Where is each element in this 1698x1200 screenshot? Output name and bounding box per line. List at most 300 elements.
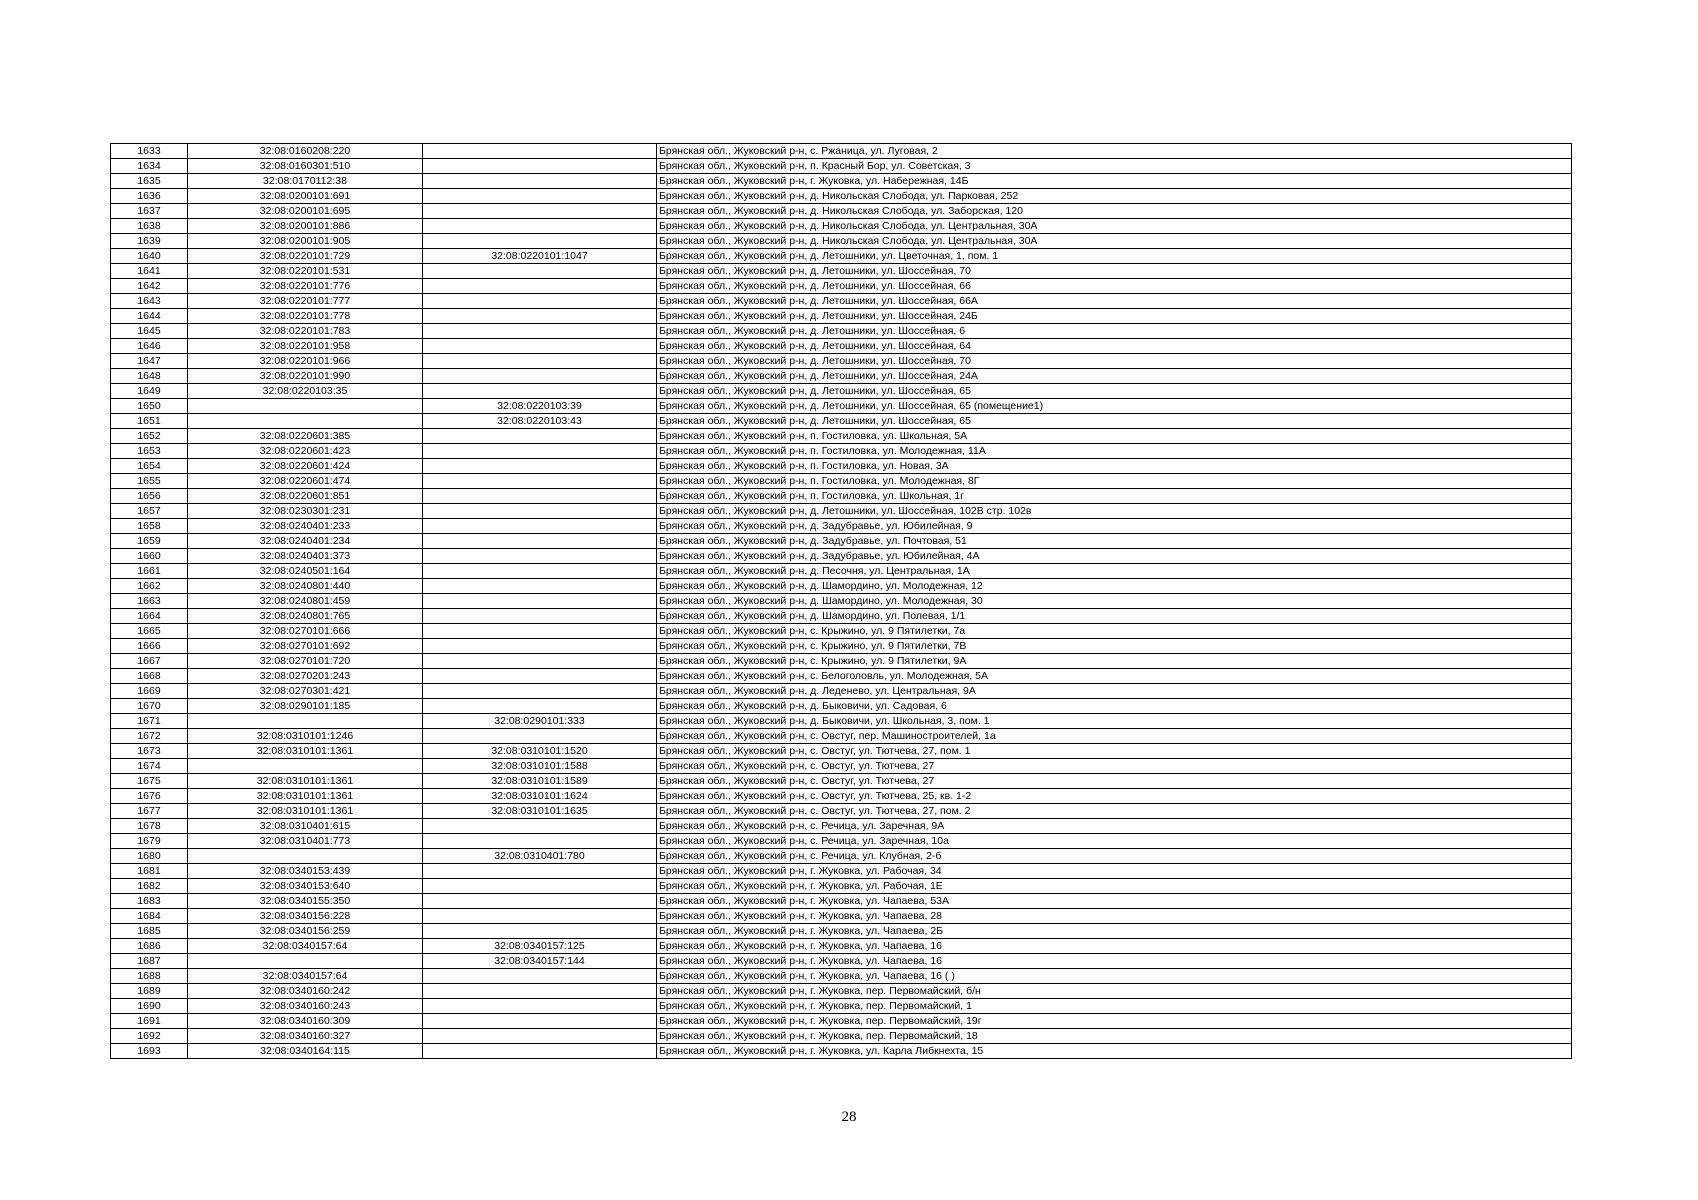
land-cadastral-number-cell: 32:08:0220601:424: [188, 459, 423, 474]
address-cell: Брянская обл., Жуковский р-н, д. Шамордино, ул. Молодежная, 30: [657, 594, 1572, 609]
row-number-cell: 1675: [111, 774, 188, 789]
land-cadastral-number-cell: 32:08:0270101:720: [188, 654, 423, 669]
building-cadastral-number-cell: [423, 219, 657, 234]
row-number-cell: 1647: [111, 354, 188, 369]
land-cadastral-number-cell: 32:08:0220601:423: [188, 444, 423, 459]
land-cadastral-number-cell: 32:08:0240801:765: [188, 609, 423, 624]
building-cadastral-number-cell: [423, 504, 657, 519]
land-cadastral-number-cell: 32:08:0340157:64: [188, 939, 423, 954]
table-row: [111, 369, 1572, 384]
land-cadastral-number-cell: 32:08:0310101:1361: [188, 744, 423, 759]
building-cadastral-number-cell: [423, 924, 657, 939]
building-cadastral-number-cell: 32:08:0310101:1624: [423, 789, 657, 804]
row-number-cell: 1644: [111, 309, 188, 324]
page-number: 28: [841, 1109, 857, 1125]
land-cadastral-number-cell: 32:08:0220601:385: [188, 429, 423, 444]
building-cadastral-number-cell: [423, 174, 657, 189]
building-cadastral-number-cell: [423, 339, 657, 354]
land-cadastral-number-cell: 32:08:0340153:640: [188, 879, 423, 894]
table-row: [111, 429, 1572, 444]
address-cell: Брянская обл., Жуковский р-н, г. Жуковка, ул. Рабочая, 34: [657, 864, 1572, 879]
row-number-cell: 1650: [111, 399, 188, 414]
row-number-cell: 1641: [111, 264, 188, 279]
building-cadastral-number-cell: [423, 594, 657, 609]
table-row: [111, 144, 1572, 159]
land-cadastral-number-cell: 32:08:0340156:228: [188, 909, 423, 924]
row-number-cell: 1661: [111, 564, 188, 579]
building-cadastral-number-cell: 32:08:0310401:780: [423, 849, 657, 864]
address-cell: Брянская обл., Жуковский р-н, г. Жуковка, ул. Чапаева, 16 ( ): [657, 969, 1572, 984]
building-cadastral-number-cell: [423, 879, 657, 894]
table-row: [111, 939, 1572, 954]
land-cadastral-number-cell: 32:08:0220101:966: [188, 354, 423, 369]
address-cell: Брянская обл., Жуковский р-н, д. Летошники, ул. Шоссейная, 24Б: [657, 309, 1572, 324]
land-cadastral-number-cell: 32:08:0240501:164: [188, 564, 423, 579]
building-cadastral-number-cell: [423, 204, 657, 219]
building-cadastral-number-cell: [423, 159, 657, 174]
address-cell: Брянская обл., Жуковский р-н, с. Овстуг, ул. Тютчева, 27, пом. 1: [657, 744, 1572, 759]
table-row: [111, 639, 1572, 654]
address-cell: Брянская обл., Жуковский р-н, д. Летошники, ул. Шоссейная, 66А: [657, 294, 1572, 309]
table-row: [111, 189, 1572, 204]
row-number-cell: 1646: [111, 339, 188, 354]
row-number-cell: 1689: [111, 984, 188, 999]
land-cadastral-number-cell: 32:08:0340164:115: [188, 1044, 423, 1059]
row-number-cell: 1664: [111, 609, 188, 624]
row-number-cell: 1670: [111, 699, 188, 714]
table-row: [111, 564, 1572, 579]
table-row: [111, 609, 1572, 624]
address-cell: Брянская обл., Жуковский р-н, с. Крыжино, ул. 9 Пятилетки, 7В: [657, 639, 1572, 654]
address-cell: Брянская обл., Жуковский р-н, п. Гостиловка, ул. Молодежная, 8Г: [657, 474, 1572, 489]
building-cadastral-number-cell: [423, 609, 657, 624]
building-cadastral-number-cell: [423, 1014, 657, 1029]
address-cell: Брянская обл., Жуковский р-н, с. Речица, ул. Клубная, 2-б: [657, 849, 1572, 864]
building-cadastral-number-cell: [423, 369, 657, 384]
address-cell: Брянская обл., Жуковский р-н, с. Белоголовль, ул. Молодежная, 5А: [657, 669, 1572, 684]
land-cadastral-number-cell: 32:08:0270101:692: [188, 639, 423, 654]
land-cadastral-number-cell: 32:08:0310101:1361: [188, 804, 423, 819]
address-cell: Брянская обл., Жуковский р-н, г. Жуковка, ул. Рабочая, 1Е: [657, 879, 1572, 894]
land-cadastral-number-cell: 32:08:0170112:38: [188, 174, 423, 189]
building-cadastral-number-cell: [423, 459, 657, 474]
land-cadastral-number-cell: 32:08:0340156:259: [188, 924, 423, 939]
row-number-cell: 1653: [111, 444, 188, 459]
table-row: [111, 459, 1572, 474]
row-number-cell: 1688: [111, 969, 188, 984]
address-cell: Брянская обл., Жуковский р-н, д. Летошники, ул. Шоссейная, 64: [657, 339, 1572, 354]
table-row: [111, 879, 1572, 894]
land-cadastral-number-cell: [188, 759, 423, 774]
building-cadastral-number-cell: [423, 279, 657, 294]
row-number-cell: 1685: [111, 924, 188, 939]
row-number-cell: 1680: [111, 849, 188, 864]
table-row: [111, 339, 1572, 354]
land-cadastral-number-cell: 32:08:0160301:510: [188, 159, 423, 174]
row-number-cell: 1634: [111, 159, 188, 174]
building-cadastral-number-cell: [423, 999, 657, 1014]
building-cadastral-number-cell: [423, 729, 657, 744]
table-row: [111, 354, 1572, 369]
building-cadastral-number-cell: [423, 909, 657, 924]
row-number-cell: 1682: [111, 879, 188, 894]
table-row: [111, 864, 1572, 879]
address-cell: Брянская обл., Жуковский р-н, с. Овстуг, ул. Тютчева, 27: [657, 759, 1572, 774]
table-row: [111, 219, 1572, 234]
building-cadastral-number-cell: 32:08:0220103:43: [423, 414, 657, 429]
address-cell: Брянская обл., Жуковский р-н, д. Никольская Слобода, ул. Центральная, 30А: [657, 234, 1572, 249]
land-cadastral-number-cell: 32:08:0290101:185: [188, 699, 423, 714]
row-number-cell: 1652: [111, 429, 188, 444]
land-cadastral-number-cell: [188, 414, 423, 429]
building-cadastral-number-cell: [423, 549, 657, 564]
row-number-cell: 1656: [111, 489, 188, 504]
address-cell: Брянская обл., Жуковский р-н, д. Шамордино, ул. Полевая, 1/1: [657, 609, 1572, 624]
address-cell: Брянская обл., Жуковский р-н, д. Шамордино, ул. Молодежная, 12: [657, 579, 1572, 594]
row-number-cell: 1645: [111, 324, 188, 339]
address-cell: Брянская обл., Жуковский р-н, г. Жуковка, ул. Чапаева, 28: [657, 909, 1572, 924]
row-number-cell: 1683: [111, 894, 188, 909]
land-cadastral-number-cell: 32:08:0200101:691: [188, 189, 423, 204]
table-row: [111, 174, 1572, 189]
land-cadastral-number-cell: 32:08:0200101:905: [188, 234, 423, 249]
address-cell: Брянская обл., Жуковский р-н, с. Речица, ул. Заречная, 9А: [657, 819, 1572, 834]
table-row: [111, 954, 1572, 969]
building-cadastral-number-cell: 32:08:0290101:333: [423, 714, 657, 729]
building-cadastral-number-cell: [423, 564, 657, 579]
land-cadastral-number-cell: 32:08:0240401:373: [188, 549, 423, 564]
land-cadastral-number-cell: 32:08:0160208:220: [188, 144, 423, 159]
table-row: [111, 834, 1572, 849]
table-row: [111, 729, 1572, 744]
row-number-cell: 1681: [111, 864, 188, 879]
address-cell: Брянская обл., Жуковский р-н, с. Овстуг, ул. Тютчева, 27: [657, 774, 1572, 789]
building-cadastral-number-cell: [423, 1029, 657, 1044]
address-cell: Брянская обл., Жуковский р-н, г. Жуковка, пер. Первомайский, б/н: [657, 984, 1572, 999]
building-cadastral-number-cell: [423, 1044, 657, 1059]
building-cadastral-number-cell: [423, 669, 657, 684]
building-cadastral-number-cell: [423, 189, 657, 204]
table-row: [111, 744, 1572, 759]
row-number-cell: 1649: [111, 384, 188, 399]
row-number-cell: 1684: [111, 909, 188, 924]
row-number-cell: 1635: [111, 174, 188, 189]
row-number-cell: 1636: [111, 189, 188, 204]
table-row: [111, 159, 1572, 174]
land-cadastral-number-cell: 32:08:0240401:233: [188, 519, 423, 534]
land-cadastral-number-cell: 32:08:0340157:64: [188, 969, 423, 984]
land-cadastral-number-cell: 32:08:0220101:777: [188, 294, 423, 309]
address-cell: Брянская обл., Жуковский р-н, д. Задубравье, ул. Юбилейная, 9: [657, 519, 1572, 534]
table-row: [111, 249, 1572, 264]
address-cell: Брянская обл., Жуковский р-н, д. Никольская Слобода, ул. Парковая, 252: [657, 189, 1572, 204]
row-number-cell: 1643: [111, 294, 188, 309]
table-row: [111, 699, 1572, 714]
land-cadastral-number-cell: 32:08:0220101:990: [188, 369, 423, 384]
land-cadastral-number-cell: 32:08:0340155:350: [188, 894, 423, 909]
land-cadastral-number-cell: [188, 954, 423, 969]
address-cell: Брянская обл., Жуковский р-н, д. Летошники, ул. Шоссейная, 66: [657, 279, 1572, 294]
land-cadastral-number-cell: 32:08:0240401:234: [188, 534, 423, 549]
row-number-cell: 1655: [111, 474, 188, 489]
records-table: [110, 143, 1572, 1059]
address-cell: Брянская обл., Жуковский р-н, г. Жуковка, пер. Первомайский, 1: [657, 999, 1572, 1014]
address-cell: Брянская обл., Жуковский р-н, г. Жуковка, ул. Чапаева, 2Б: [657, 924, 1572, 939]
land-cadastral-number-cell: 32:08:0340153:439: [188, 864, 423, 879]
land-cadastral-number-cell: 32:08:0310101:1361: [188, 774, 423, 789]
table-row: [111, 624, 1572, 639]
building-cadastral-number-cell: [423, 654, 657, 669]
table-row: [111, 819, 1572, 834]
table-row: [111, 804, 1572, 819]
land-cadastral-number-cell: 32:08:0270201:243: [188, 669, 423, 684]
row-number-cell: 1676: [111, 789, 188, 804]
building-cadastral-number-cell: [423, 864, 657, 879]
building-cadastral-number-cell: [423, 489, 657, 504]
row-number-cell: 1666: [111, 639, 188, 654]
table-row: [111, 384, 1572, 399]
address-cell: Брянская обл., Жуковский р-н, д. Никольская Слобода, ул. Центральная, 30А: [657, 219, 1572, 234]
building-cadastral-number-cell: 32:08:0310101:1588: [423, 759, 657, 774]
land-cadastral-number-cell: 32:08:0240801:459: [188, 594, 423, 609]
building-cadastral-number-cell: [423, 324, 657, 339]
table-row: [111, 414, 1572, 429]
table-row: [111, 489, 1572, 504]
land-cadastral-number-cell: 32:08:0220601:474: [188, 474, 423, 489]
row-number-cell: 1638: [111, 219, 188, 234]
table-row: [111, 279, 1572, 294]
table-row: [111, 264, 1572, 279]
address-cell: Брянская обл., Жуковский р-н, д. Летошники, ул. Шоссейная, 24А: [657, 369, 1572, 384]
table-row: [111, 669, 1572, 684]
address-cell: Брянская обл., Жуковский р-н, с. Речица, ул. Заречная, 10а: [657, 834, 1572, 849]
land-cadastral-number-cell: 32:08:0310101:1361: [188, 789, 423, 804]
building-cadastral-number-cell: [423, 234, 657, 249]
address-cell: Брянская обл., Жуковский р-н, п. Гостиловка, ул. Новая, 3А: [657, 459, 1572, 474]
table-row: [111, 294, 1572, 309]
land-cadastral-number-cell: 32:08:0340160:327: [188, 1029, 423, 1044]
land-cadastral-number-cell: 32:08:0230301:231: [188, 504, 423, 519]
row-number-cell: 1667: [111, 654, 188, 669]
table-row: [111, 579, 1572, 594]
address-cell: Брянская обл., Жуковский р-н, п. Гостиловка, ул. Школьная, 5А: [657, 429, 1572, 444]
table-row: [111, 204, 1572, 219]
table-row: [111, 234, 1572, 249]
table-row: [111, 999, 1572, 1014]
table-row: [111, 909, 1572, 924]
table-row: [111, 654, 1572, 669]
table-row: [111, 984, 1572, 999]
table-row: [111, 534, 1572, 549]
table-row: [111, 519, 1572, 534]
row-number-cell: 1679: [111, 834, 188, 849]
land-cadastral-number-cell: 32:08:0220101:776: [188, 279, 423, 294]
land-cadastral-number-cell: 32:08:0270301:421: [188, 684, 423, 699]
address-cell: Брянская обл., Жуковский р-н, г. Жуковка, ул. Чапаева, 53А: [657, 894, 1572, 909]
address-cell: Брянская обл., Жуковский р-н, г. Жуковка, пер. Первомайский, 19г: [657, 1014, 1572, 1029]
table-row: [111, 684, 1572, 699]
building-cadastral-number-cell: [423, 294, 657, 309]
land-cadastral-number-cell: 32:08:0200101:695: [188, 204, 423, 219]
building-cadastral-number-cell: 32:08:0310101:1589: [423, 774, 657, 789]
table-row: [111, 1014, 1572, 1029]
address-cell: Брянская обл., Жуковский р-н, д. Быковичи, ул. Школьная, 3, пом. 1: [657, 714, 1572, 729]
building-cadastral-number-cell: [423, 699, 657, 714]
building-cadastral-number-cell: [423, 444, 657, 459]
row-number-cell: 1663: [111, 594, 188, 609]
land-cadastral-number-cell: 32:08:0340160:309: [188, 1014, 423, 1029]
address-cell: Брянская обл., Жуковский р-н, с. Ржаница, ул. Луговая, 2: [657, 144, 1572, 159]
table-row: [111, 444, 1572, 459]
row-number-cell: 1633: [111, 144, 188, 159]
address-cell: Брянская обл., Жуковский р-н, д. Никольская Слобода, ул. Заборская, 120: [657, 204, 1572, 219]
row-number-cell: 1690: [111, 999, 188, 1014]
land-cadastral-number-cell: [188, 849, 423, 864]
row-number-cell: 1639: [111, 234, 188, 249]
building-cadastral-number-cell: [423, 384, 657, 399]
address-cell: Брянская обл., Жуковский р-н, д. Летошники, ул. Шоссейная, 70: [657, 264, 1572, 279]
address-cell: Брянская обл., Жуковский р-н, г. Жуковка, пер. Первомайский, 18: [657, 1029, 1572, 1044]
land-cadastral-number-cell: 32:08:0310401:615: [188, 819, 423, 834]
land-cadastral-number-cell: 32:08:0310401:773: [188, 834, 423, 849]
address-cell: Брянская обл., Жуковский р-н, г. Жуковка, ул. Чапаева, 16: [657, 954, 1572, 969]
building-cadastral-number-cell: [423, 429, 657, 444]
building-cadastral-number-cell: [423, 579, 657, 594]
table-row: [111, 474, 1572, 489]
land-cadastral-number-cell: 32:08:0220101:958: [188, 339, 423, 354]
address-cell: Брянская обл., Жуковский р-н, г. Жуковка, ул. Чапаева, 16: [657, 939, 1572, 954]
row-number-cell: 1674: [111, 759, 188, 774]
building-cadastral-number-cell: [423, 894, 657, 909]
building-cadastral-number-cell: [423, 984, 657, 999]
row-number-cell: 1665: [111, 624, 188, 639]
building-cadastral-number-cell: 32:08:0220103:39: [423, 399, 657, 414]
table-row: [111, 789, 1572, 804]
building-cadastral-number-cell: [423, 969, 657, 984]
row-number-cell: 1671: [111, 714, 188, 729]
address-cell: Брянская обл., Жуковский р-н, д. Летошники, ул. Шоссейная, 65 (помещение1): [657, 399, 1572, 414]
row-number-cell: 1678: [111, 819, 188, 834]
address-cell: Брянская обл., Жуковский р-н, д. Леденево, ул. Центральная, 9А: [657, 684, 1572, 699]
row-number-cell: 1673: [111, 744, 188, 759]
building-cadastral-number-cell: [423, 264, 657, 279]
building-cadastral-number-cell: 32:08:0220101:1047: [423, 249, 657, 264]
land-cadastral-number-cell: 32:08:0220101:729: [188, 249, 423, 264]
land-cadastral-number-cell: 32:08:0340160:243: [188, 999, 423, 1014]
land-cadastral-number-cell: 32:08:0220101:778: [188, 309, 423, 324]
row-number-cell: 1693: [111, 1044, 188, 1059]
address-cell: Брянская обл., Жуковский р-н, с. Овстуг, ул. Тютчева, 27, пом. 2: [657, 804, 1572, 819]
row-number-cell: 1669: [111, 684, 188, 699]
table-row: [111, 399, 1572, 414]
table-row: [111, 309, 1572, 324]
table-row: [111, 894, 1572, 909]
table-row: [111, 969, 1572, 984]
land-cadastral-number-cell: [188, 714, 423, 729]
row-number-cell: 1662: [111, 579, 188, 594]
land-cadastral-number-cell: 32:08:0220103:35: [188, 384, 423, 399]
address-cell: Брянская обл., Жуковский р-н, п. Гостиловка, ул. Молодежная, 11А: [657, 444, 1572, 459]
address-cell: Брянская обл., Жуковский р-н, д. Летошники, ул. Цветочная, 1, пом. 1: [657, 249, 1572, 264]
building-cadastral-number-cell: 32:08:0340157:125: [423, 939, 657, 954]
row-number-cell: 1640: [111, 249, 188, 264]
address-cell: Брянская обл., Жуковский р-н, с. Крыжино, ул. 9 Пятилетки, 9А: [657, 654, 1572, 669]
land-cadastral-number-cell: 32:08:0270101:666: [188, 624, 423, 639]
address-cell: Брянская обл., Жуковский р-н, д. Задубравье, ул. Юбилейная, 4А: [657, 549, 1572, 564]
land-cadastral-number-cell: [188, 399, 423, 414]
table-row: [111, 549, 1572, 564]
table-row: [111, 594, 1572, 609]
address-cell: Брянская обл., Жуковский р-н, п. Красный Бор, ул. Советская, 3: [657, 159, 1572, 174]
land-cadastral-number-cell: 32:08:0310101:1246: [188, 729, 423, 744]
address-cell: Брянская обл., Жуковский р-н, д. Летошники, ул. Шоссейная, 102В стр. 102в: [657, 504, 1572, 519]
row-number-cell: 1677: [111, 804, 188, 819]
address-cell: Брянская обл., Жуковский р-н, д. Песочня, ул. Центральная, 1А: [657, 564, 1572, 579]
row-number-cell: 1657: [111, 504, 188, 519]
land-cadastral-number-cell: 32:08:0340160:242: [188, 984, 423, 999]
building-cadastral-number-cell: [423, 684, 657, 699]
building-cadastral-number-cell: [423, 639, 657, 654]
row-number-cell: 1686: [111, 939, 188, 954]
land-cadastral-number-cell: 32:08:0220101:783: [188, 324, 423, 339]
land-cadastral-number-cell: 32:08:0240801:440: [188, 579, 423, 594]
table-row: [111, 924, 1572, 939]
address-cell: Брянская обл., Жуковский р-н, с. Крыжино, ул. 9 Пятилетки, 7а: [657, 624, 1572, 639]
table-row: [111, 1044, 1572, 1059]
building-cadastral-number-cell: [423, 624, 657, 639]
row-number-cell: 1654: [111, 459, 188, 474]
row-number-cell: 1687: [111, 954, 188, 969]
address-cell: Брянская обл., Жуковский р-н, г. Жуковка, ул. Набережная, 14Б: [657, 174, 1572, 189]
table-row: [111, 1029, 1572, 1044]
address-cell: Брянская обл., Жуковский р-н, д. Задубравье, ул. Почтовая, 51: [657, 534, 1572, 549]
row-number-cell: 1659: [111, 534, 188, 549]
table-row: [111, 504, 1572, 519]
address-cell: Брянская обл., Жуковский р-н, г. Жуковка, ул. Карла Либкнехта, 15: [657, 1044, 1572, 1059]
row-number-cell: 1672: [111, 729, 188, 744]
address-cell: Брянская обл., Жуковский р-н, с. Овстуг, пер. Машиностроителей, 1а: [657, 729, 1572, 744]
building-cadastral-number-cell: [423, 354, 657, 369]
table-row: [111, 774, 1572, 789]
building-cadastral-number-cell: 32:08:0340157:144: [423, 954, 657, 969]
row-number-cell: 1642: [111, 279, 188, 294]
row-number-cell: 1651: [111, 414, 188, 429]
address-cell: Брянская обл., Жуковский р-н, д. Быковичи, ул. Садовая, 6: [657, 699, 1572, 714]
table-row: [111, 324, 1572, 339]
building-cadastral-number-cell: [423, 474, 657, 489]
building-cadastral-number-cell: 32:08:0310101:1520: [423, 744, 657, 759]
row-number-cell: 1692: [111, 1029, 188, 1044]
land-cadastral-number-cell: 32:08:0200101:886: [188, 219, 423, 234]
row-number-cell: 1691: [111, 1014, 188, 1029]
row-number-cell: 1658: [111, 519, 188, 534]
building-cadastral-number-cell: [423, 834, 657, 849]
building-cadastral-number-cell: 32:08:0310101:1635: [423, 804, 657, 819]
address-cell: Брянская обл., Жуковский р-н, д. Летошники, ул. Шоссейная, 70: [657, 354, 1572, 369]
table-row: [111, 714, 1572, 729]
address-cell: Брянская обл., Жуковский р-н, с. Овстуг, ул. Тютчева, 25, кв. 1-2: [657, 789, 1572, 804]
records-body: [111, 144, 1572, 1059]
table-row: [111, 849, 1572, 864]
row-number-cell: 1637: [111, 204, 188, 219]
address-cell: Брянская обл., Жуковский р-н, д. Летошники, ул. Шоссейная, 6: [657, 324, 1572, 339]
address-cell: Брянская обл., Жуковский р-н, д. Летошники, ул. Шоссейная, 65: [657, 414, 1572, 429]
row-number-cell: 1660: [111, 549, 188, 564]
building-cadastral-number-cell: [423, 519, 657, 534]
row-number-cell: 1668: [111, 669, 188, 684]
building-cadastral-number-cell: [423, 819, 657, 834]
building-cadastral-number-cell: [423, 309, 657, 324]
